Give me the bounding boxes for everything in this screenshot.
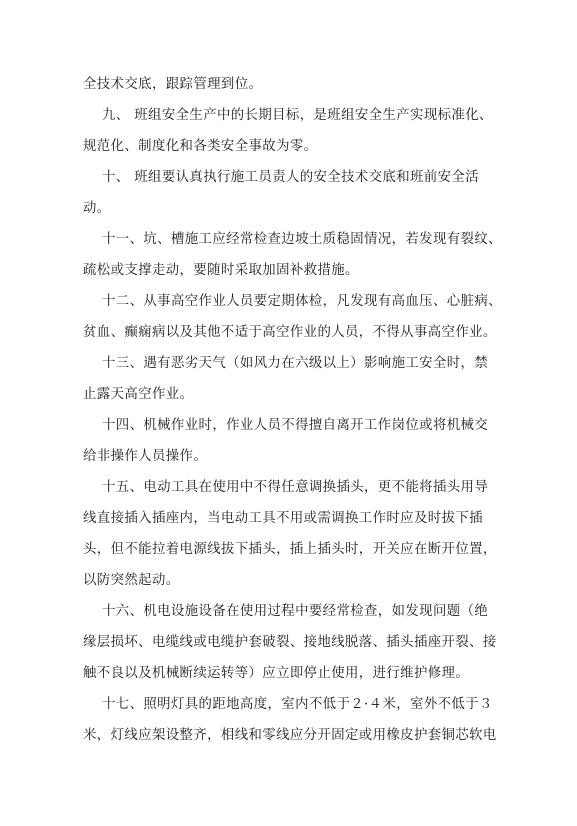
text-line: 十一、坑、槽施工应经常检查边坡土质稳固情况，若发现有裂纹、 [102, 232, 502, 247]
text-line: 给非操作人员操作。 [83, 449, 208, 464]
text-line: 十五、电动工具在使用中不得任意调换插头，更不能将插头用导 [102, 480, 489, 495]
text-line: 米，灯线应架设整齐，相线和零线应分开固定或用橡皮护套铜芯软电 [83, 728, 497, 743]
text-line: 十七、照明灯具的距地高度，室内不低于２·４米，室外不低于３ [102, 697, 493, 712]
text-line: 疏松或支撑走动，要随时采取加固补救措施。 [83, 263, 359, 278]
text-line: 全技术交底，跟踪管理到位。 [83, 77, 263, 92]
text-line: 贫血、癫痫病以及其他不适于高空作业的人员，不得从事高空作业。 [83, 325, 497, 340]
text-line: 十六、机电设施设备在使用过程中要经常检查，如发现问题（绝 [102, 604, 489, 619]
text-line: 止露天高空作业。 [83, 387, 194, 402]
text-line: 九、 班组安全生产中的长期目标，是班组安全生产实现标准化、 [102, 108, 493, 123]
text-line: 头，但不能拉着电源线拔下插头，插上插头时，开关应在断开位置， [83, 542, 497, 557]
text-line: 以防突然起动。 [83, 573, 180, 588]
text-line: 十二、从事高空作业人员要定期体检，凡发现有高血压、心脏病、 [102, 294, 502, 309]
text-line: 线直接插入插座内，当电动工具不用或需调换工作时应及时拔下插 [83, 511, 483, 526]
text-line: 十四、机械作业时，作业人员不得擅自离开工作岗位或将机械交 [102, 418, 489, 433]
text-line: 十三、遇有恶劣天气（如风力在六级以上）影响施工安全时，禁 [102, 356, 489, 371]
text-line: 触不良以及机械断续运转等）应立即停止使用，进行维护修理。 [83, 666, 470, 681]
text-line: 规范化、制度化和各类安全事故为零。 [83, 139, 318, 154]
text-line: 十、 班组要认真执行施工员责人的安全技术交底和班前安全活 [102, 170, 480, 185]
document-body [83, 69, 503, 751]
text-line: 动。 [83, 201, 111, 216]
text-line: 缘层损坏、电缆线或电缆护套破裂、接地线脱落、插头插座开裂、接 [83, 635, 497, 650]
